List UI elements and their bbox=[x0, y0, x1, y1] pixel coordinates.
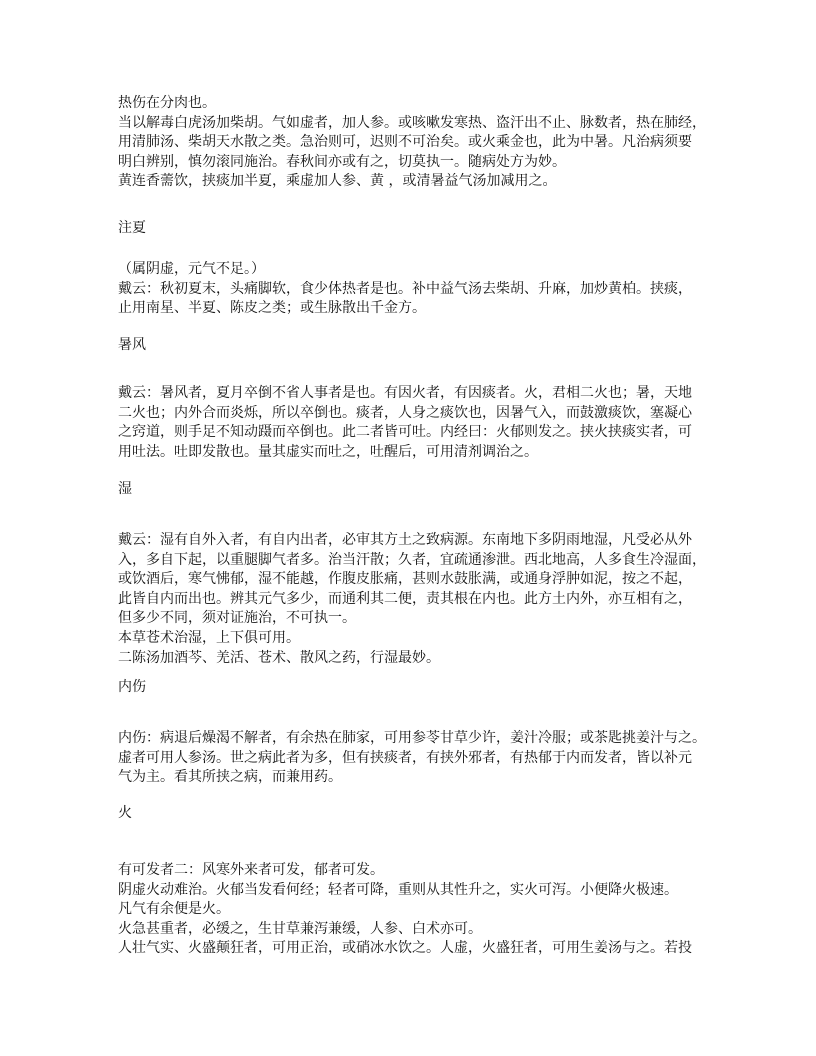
section-heading-zhuxia bbox=[118, 219, 718, 239]
text-line: 热伤在分肉也。 bbox=[118, 95, 216, 111]
text-line: 之窍道，则手足不知动蹑而卒倒也。此二者皆可吐。内经曰：火郁则发之。挟火挟痰实者，可 bbox=[118, 424, 692, 441]
text-line: 二火也；内外合而炎烁，所以卒倒也。痰者，人身之痰饮也，因暑气入，而鼓激痰饮，塞凝心 bbox=[118, 404, 692, 421]
paragraph-shufeng bbox=[118, 384, 718, 462]
text-line: 但多少不同，须对证施治，不可执一。 bbox=[118, 610, 356, 627]
text-line: 二陈汤加酒芩、羌活、苍术、散风之药，行湿最妙。 bbox=[118, 649, 440, 666]
paragraph-neishang bbox=[118, 729, 718, 788]
text-line: 内伤：病退后燥渴不解者，有余热在肺家，可用参苓甘草少许，姜汁冷服；或茶匙挑姜汁与之。 bbox=[118, 730, 706, 746]
text-line: 黄连香薷饮，挟痰加半夏，乘虚加人参、黄 ，或清暑益气汤加减用之。 bbox=[118, 173, 557, 190]
text-line: 有可发者二：风寒外来者可发，郁者可发。 bbox=[118, 862, 384, 878]
text-line: 气为主。看其所挟之病，而兼用药。 bbox=[118, 769, 342, 786]
text-line: 戴云：暑风者，夏月卒倒不省人事者是也。有因火者，有因痰者。火，君相二火也；暑，天地 bbox=[118, 385, 692, 401]
text-line: 明白辨别，慎勿滚同施治。春秋间亦或有之，切莫执一。随病处方为妙。 bbox=[118, 153, 566, 170]
section-heading-shufeng bbox=[118, 336, 718, 356]
text-line: 此皆自内而出也。辨其元气多少，而通利其二便，责其根在内也。此方土内外，亦互相有之， bbox=[118, 590, 692, 607]
text-line: 或饮酒后，寒气怫郁，湿不能越，作腹皮胀痛，甚则水鼓胀满，或通身浮肿如泥，按之不起， bbox=[118, 571, 692, 588]
section-heading-shi bbox=[118, 480, 718, 500]
text-line: 湿 bbox=[118, 481, 132, 497]
text-line: 火 bbox=[118, 805, 132, 821]
text-line: 虚者可用人参汤。世之病此者为多，但有挟痰者，有挟外邪者，有热郁于内而发者，皆以补元 bbox=[118, 749, 692, 766]
text-line: 用吐法。吐即发散也。量其虚实而吐之，吐醒后，可用清剂调治之。 bbox=[118, 443, 538, 460]
paragraph-huo bbox=[118, 861, 718, 959]
section-heading-neishang bbox=[118, 678, 718, 698]
text-line: 注夏 bbox=[118, 220, 146, 236]
text-line: 当以解毒白虎汤加柴胡。气如虚者，加人参。或咳嗽发寒热、盗汗出不止、脉数者，热在肺经， bbox=[118, 114, 706, 131]
paragraph-intro bbox=[118, 94, 718, 192]
paragraph-shi bbox=[118, 531, 718, 668]
text-line: 戴云：湿有自外入者，有自内出者，必审其方土之致病源。东南地下多阴雨地湿，凡受必从外 bbox=[118, 532, 692, 548]
text-line: 火急甚重者，必缓之，生甘草兼泻兼缓，人参、白术亦可。 bbox=[118, 920, 482, 937]
section-heading-huo bbox=[118, 804, 718, 824]
text-line: 阴虚火动难治。火郁当发看何经；轻者可降，重则从其性升之，实火可泻。小便降火极速。 bbox=[118, 881, 678, 898]
text-line: 戴云：秋初夏末，头痛脚软，食少体热者是也。补中益气汤去柴胡、升麻，加炒黄柏。挟痰， bbox=[118, 280, 692, 297]
text-line: 本草苍术治湿，上下俱可用。 bbox=[118, 629, 300, 646]
text-line: 用清肺汤、柴胡天水散之类。急治则可，迟则不可治矣。或火乘金也，此为中暑。凡治病须要 bbox=[118, 134, 692, 151]
text-line: 凡气有余便是火。 bbox=[118, 901, 230, 918]
text-line: 入，多自下起，以重腿脚气者多。治当汗散；久者，宜疏通渗泄。西北地高，人多食生冷湿面， bbox=[118, 551, 706, 568]
text-line: （属阴虚，元气不足。） bbox=[118, 261, 265, 277]
text-line: 内伤 bbox=[118, 679, 146, 695]
text-line: 暑风 bbox=[118, 337, 146, 353]
text-line: 人壮气实、火盛颠狂者，可用正治，或硝冰水饮之。人虚，火盛狂者，可用生姜汤与之。若投 bbox=[118, 940, 692, 957]
paragraph-zhuxia bbox=[118, 260, 718, 319]
text-line: 止用南星、半夏、陈皮之类；或生脉散出千金方。 bbox=[118, 300, 426, 317]
